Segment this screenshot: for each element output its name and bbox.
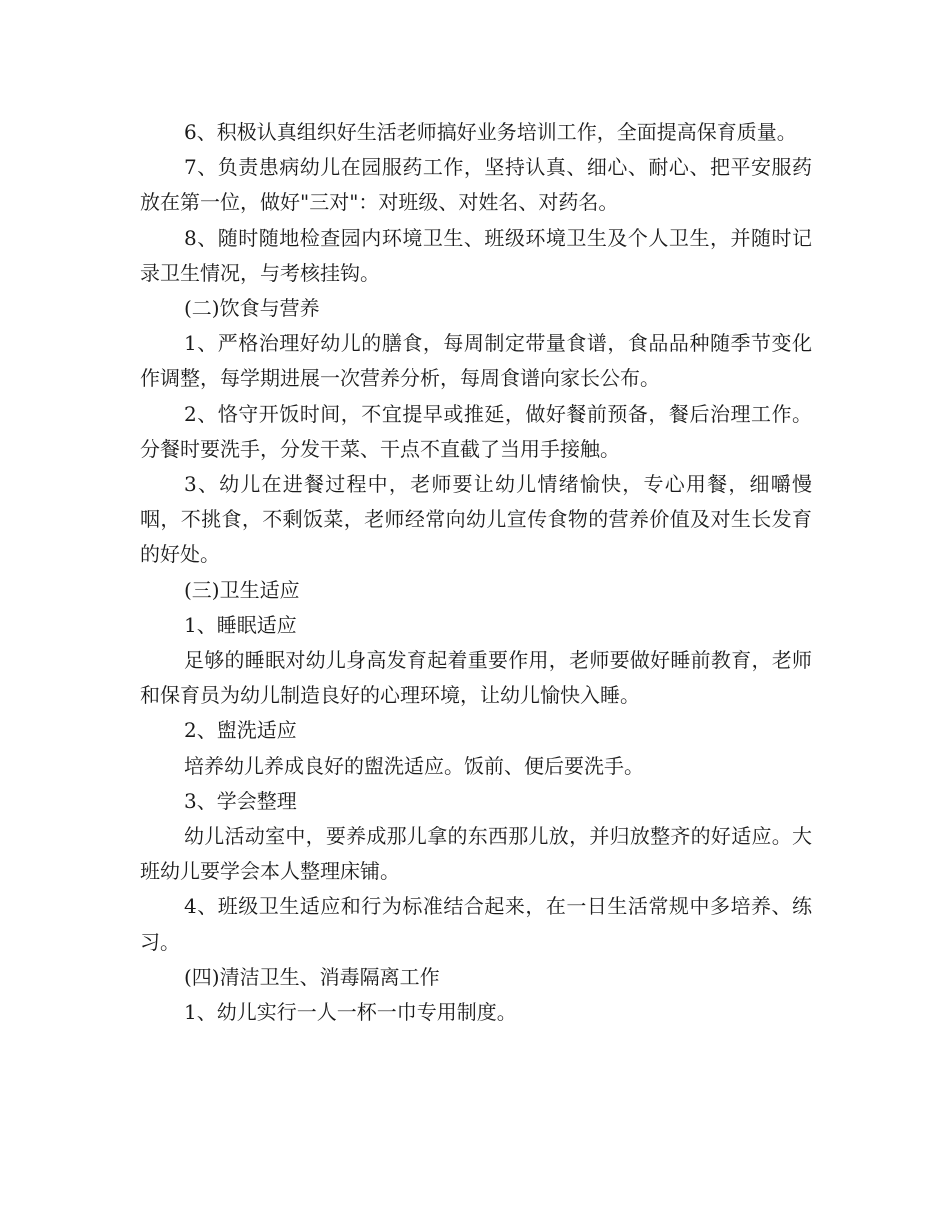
paragraph-washing: 培养幼儿养成良好的盥洗适应。饭前、便后要洗手。 <box>184 753 644 778</box>
paragraph-sleep: 足够的睡眠对幼儿身高发育起着重要作用，老师要做好睡前教育，老师和保育员为幼儿制造良好的心理环境，让幼儿愉快入睡。 <box>140 648 812 708</box>
section-heading-cleaning-disinfection: (四)清洁卫生、消毒隔离工作 <box>184 964 440 989</box>
section-heading-diet-nutrition: (二)饮食与营养 <box>184 296 320 321</box>
paragraph-tidying: 幼儿活动室中，要养成那儿拿的东西那儿放，并归放整齐的好适应。大班幼儿要学会本人整理床铺。 <box>140 824 812 884</box>
paragraph-habits-4: 4、班级卫生适应和行为标准结合起来，在一日生活常规中多培养、练习。 <box>140 894 812 954</box>
subheading-tidying: 3、学会整理 <box>184 788 297 813</box>
subheading-washing: 2、盥洗适应 <box>184 718 297 743</box>
subheading-sleep: 1、睡眠适应 <box>184 612 297 637</box>
paragraph-7-medication: 7、负责患病幼儿在园服药工作，坚持认真、细心、耐心、把平安服药放在第一位，做好"三对"：对班级、对姓名、对药名。 <box>140 155 812 215</box>
document-body <box>140 115 812 1030</box>
paragraph-diet-1: 1、严格治理好幼儿的膳食，每周制定带量食谱，食品品种随季节变化作调整，每学期进展一次营养分析，每周食谱向家长公布。 <box>140 331 812 391</box>
section-heading-hygiene-habits: (三)卫生适应 <box>184 577 300 602</box>
paragraph-8-hygiene-check: 8、随时随地检查园内环境卫生、班级环境卫生及个人卫生，并随时记录卫生情况，与考核挂钩。 <box>140 225 812 285</box>
paragraph-6-staff-training: 6、积极认真组织好生活老师搞好业务培训工作，全面提高保育质量。 <box>184 120 797 144</box>
paragraph-diet-2: 2、恪守开饭时间，不宜提早或推延，做好餐前预备，餐后治理工作。分餐时要洗手，分发干菜、干点不直截了当用手接触。 <box>140 401 812 461</box>
paragraph-cleaning-1: 1、幼儿实行一人一杯一巾专用制度。 <box>184 1000 517 1025</box>
paragraph-diet-3: 3、幼儿在进餐过程中，老师要让幼儿情绪愉快，专心用餐，细嚼慢咽，不挑食，不剩饭菜，老师经常向幼儿宣传食物的营养价值及对生长发育的好处。 <box>140 472 812 567</box>
